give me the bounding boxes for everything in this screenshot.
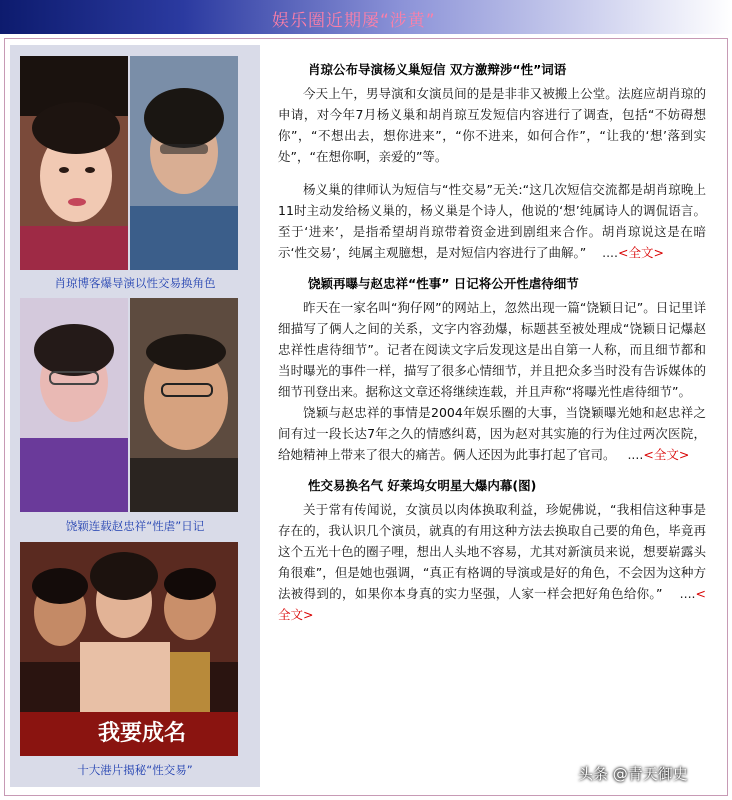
read-more-link[interactable]: <全文> — [643, 447, 690, 462]
photo-raoying[interactable] — [20, 298, 238, 512]
article-list — [268, 45, 720, 787]
article-paragraph — [278, 179, 706, 263]
article-paragraph-text: 饶颖与赵忠祥的事情是2004年娱乐圈的大事，当饶颖曝光她和赵忠祥之间有过一段长达7年之久的情感纠葛，因为赵对其实施的行为住过两次医院，给她精神上带来了很大的痛苦。俩人还因为此事打起了官司。 — [278, 405, 706, 462]
read-more-link[interactable]: <全文> — [618, 245, 664, 260]
article-paragraph-text: 杨义巢的律师认为短信与“性交易”无关:“这几次短信交流都是胡肖琼晚上11时主动发给杨义巢的，杨义巢是个诗人，他说的‘想’纯属诗人的调侃语言。至于‘进来’，是指希望胡肖琼带着资金进到剧组来合作。胡肖琼说这是在暗示‘性交易’，纯属主观臆想，是对短信内容进行了曲解。” — [278, 182, 706, 260]
photo-xiaoqiong[interactable] — [20, 56, 238, 270]
article — [268, 475, 720, 625]
photo-caption[interactable]: 肖琼博客爆导演以性交易换角色 — [54, 276, 216, 290]
photo-raoying-image — [20, 298, 238, 512]
photo-caption[interactable]: 十大港片揭秘“性交易” — [77, 763, 193, 777]
article-paragraph-text: 关于常有传闻说，女演员以肉体换取利益，珍妮佛说，“我相信这种事是存在的，我认识几个演员，就真的有用这种方法去换取自己要的角色，毕竟再这个五光十色的圈子哩，想出人头地不容易，尤其对新演员来说，想要崭露头角很难”，但是她也强调，“真正有格调的导演或是好的角色，不会因为这种方法被得到的，如果你本身真的实力坚强，人家一样会把好角色给你。” — [278, 502, 706, 601]
read-more: ....<全文> — [627, 447, 690, 462]
article-paragraph — [278, 402, 706, 465]
article-headline[interactable]: 饶颖再曝与赵忠祥“性事” 日记将公开性虐待细节 — [308, 276, 579, 291]
page-banner — [0, 0, 732, 34]
page-title: 娱乐圈近期屡“涉黄” — [272, 11, 436, 31]
article-paragraph — [278, 499, 706, 625]
poster-title: 我要成名 — [98, 721, 187, 746]
photo-poster[interactable] — [20, 542, 238, 756]
photo-poster-image — [20, 542, 238, 756]
read-more-link[interactable]: <全文> — [278, 586, 707, 622]
photo-xiaoqiong-image — [20, 56, 238, 270]
watermark: 头条 @青天御史 — [578, 765, 688, 783]
article-headline[interactable]: 肖琼公布导演杨义巢短信 双方激辩涉“性”词语 — [308, 62, 567, 77]
article-headline[interactable]: 性交易换名气 好莱坞女明星大爆内幕(图) — [308, 478, 537, 493]
photo-caption[interactable]: 饶颖连载赵忠祥“性虐”日记 — [65, 519, 205, 533]
article-paragraph: 昨天在一家名叫“狗仔网”的网站上，忽然出现一篇“饶颖日记”。日记里详细描写了俩人之间的关系，文字内容劲爆，标题甚至被处理成“饶颖日记爆赵忠祥性虐待细节”。记者在阅读文字后发现这是出自第一人称，而且细节都和当时曝光的事件一样，描写了很多心情细节，并且把众多当时没有告诉媒体的细节刊登出来。据称这文章还将继续连载，并且声称“将曝光性虐待细节”。 — [278, 300, 706, 399]
article — [268, 273, 720, 465]
read-more: ....<全文> — [278, 586, 707, 622]
article — [268, 59, 720, 263]
article-paragraph: 今天上午，男导演和女演员间的是是非非又被搬上公堂。法庭应胡肖琼的申请，对今年7月杨义巢和胡肖琼互发短信内容进行了调查，包括“不妨碍想你”，“不想出去，想你进来”，“你不进来，如何合作”，“让我的‘想’落到实处”，“在想你啊，亲爱的”等。 — [278, 86, 706, 164]
read-more: ....<全文> — [602, 245, 664, 260]
